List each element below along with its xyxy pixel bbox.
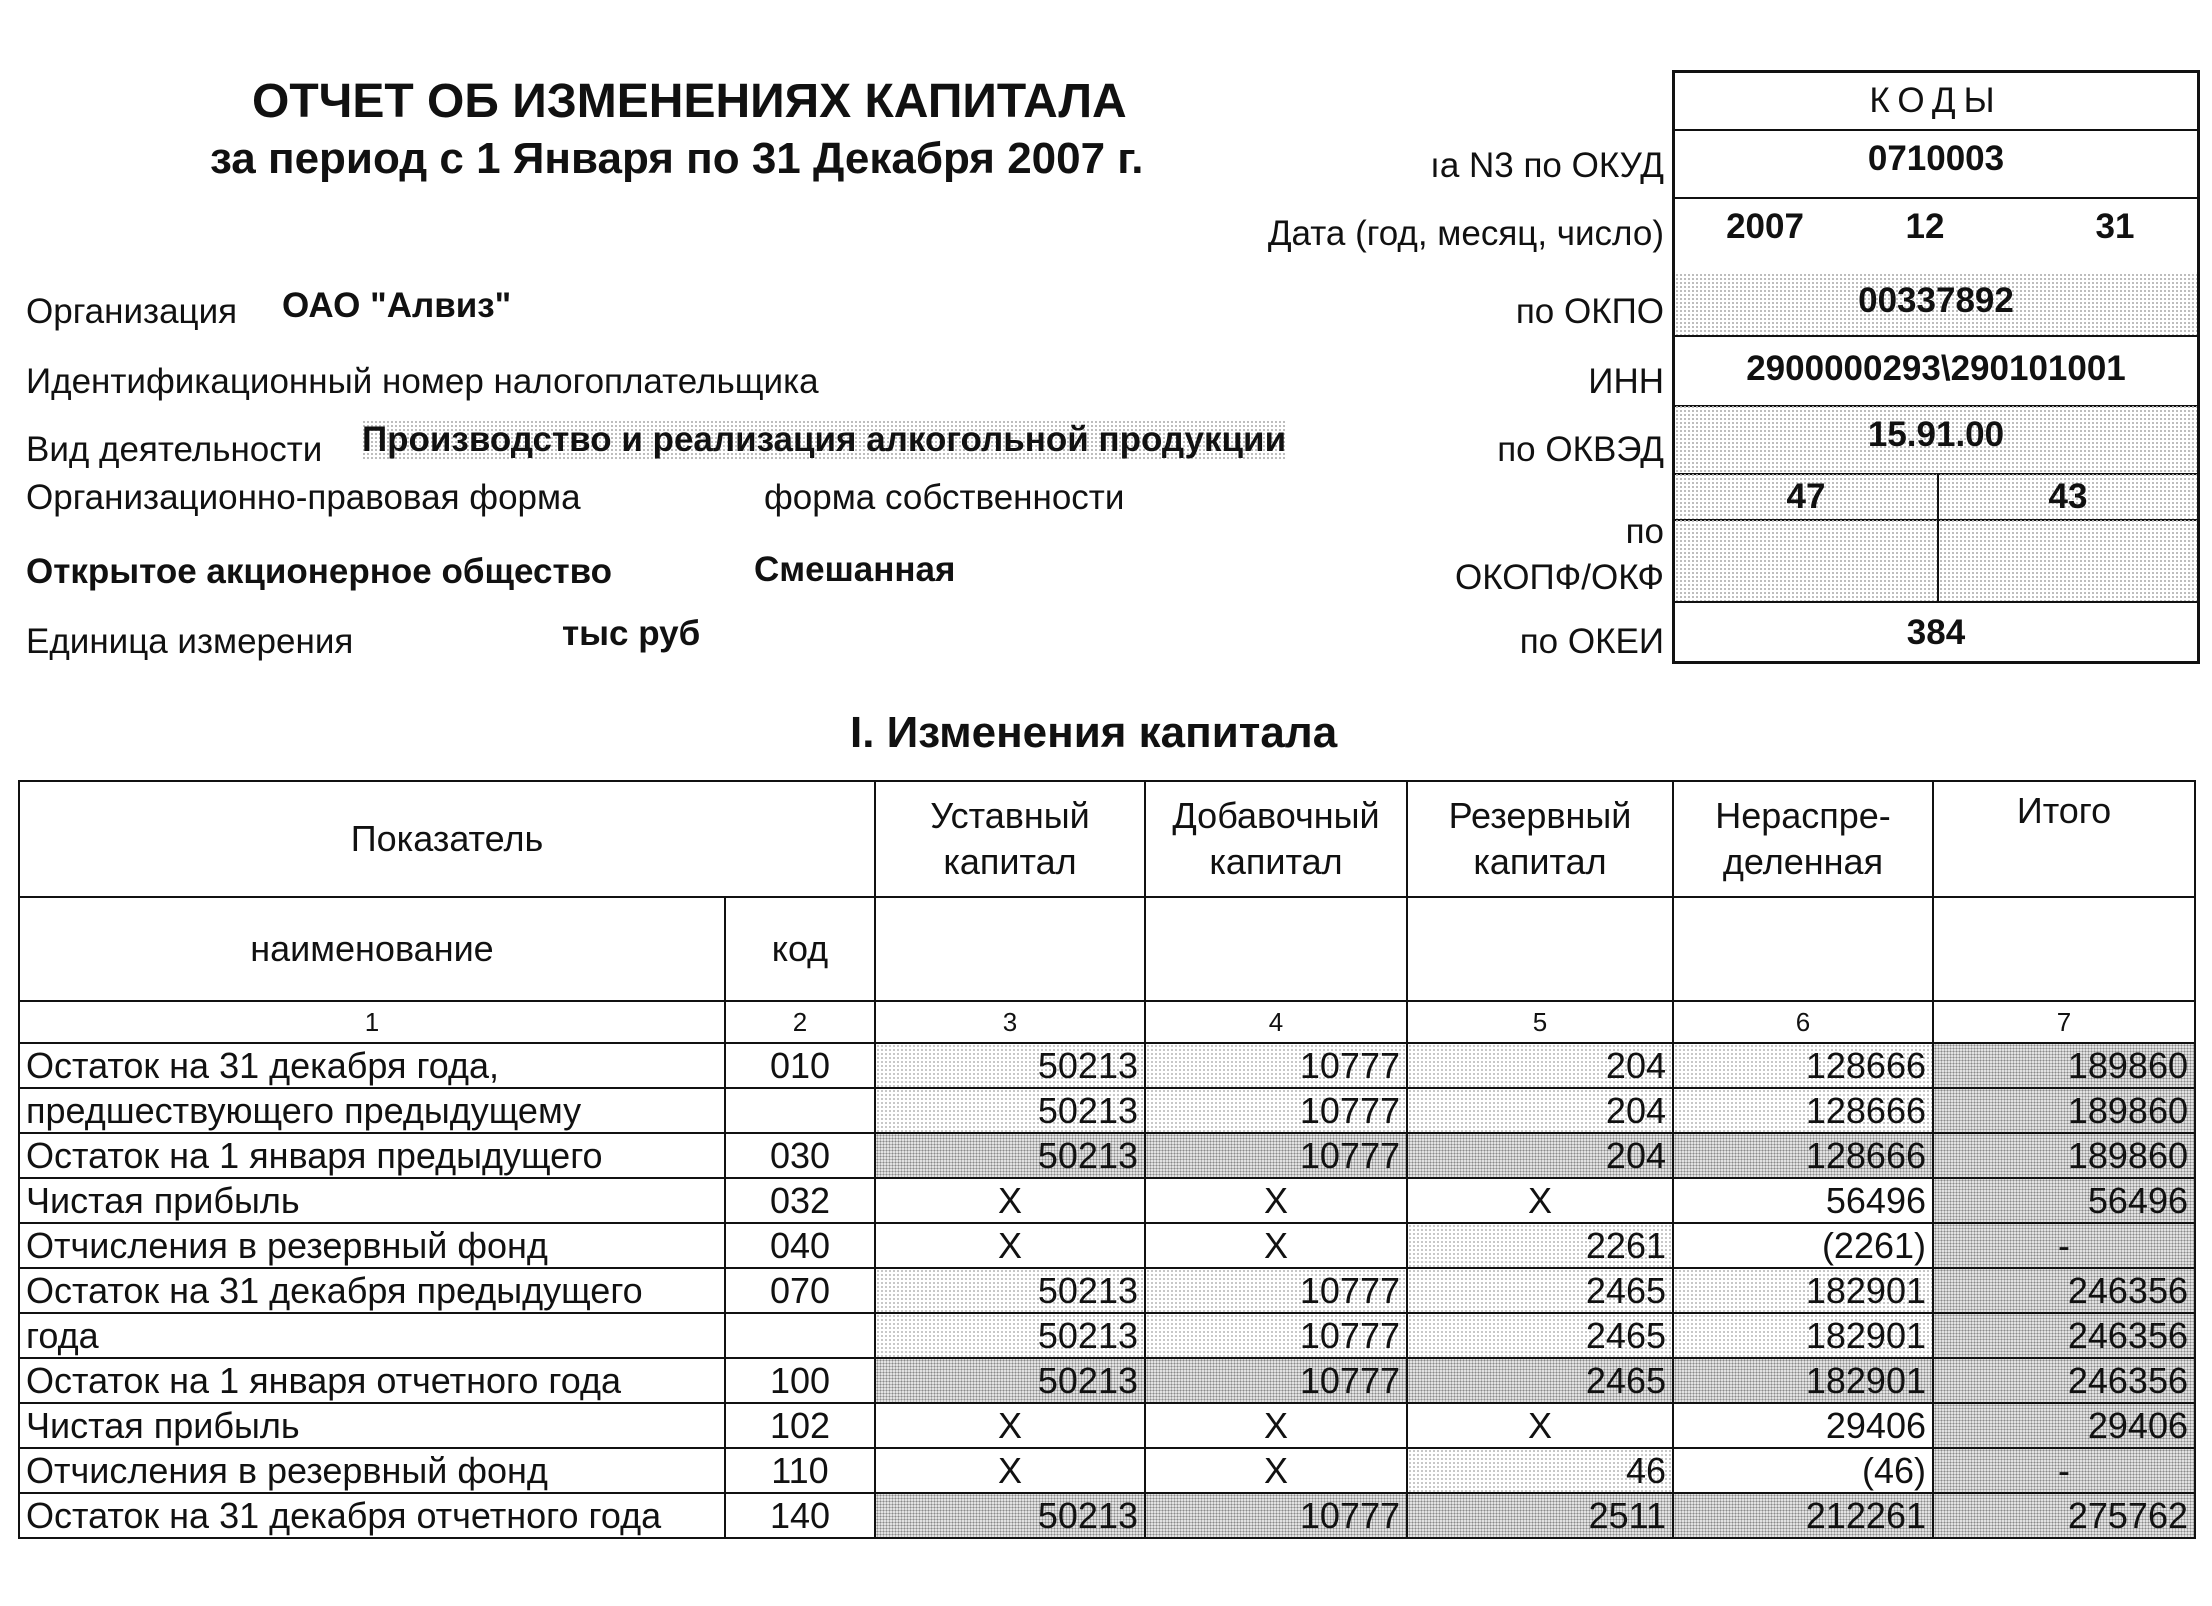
column-numbers-row [19,1001,2195,1043]
row-value-col5: 46 [1407,1448,1673,1493]
inn-label: ИНН [1588,362,1664,401]
header-col-4-line1: Добавочный [1172,795,1380,836]
row-code [725,1313,875,1358]
date-year: 2007 [1726,207,1804,246]
table-row [19,1493,2195,1538]
activity-value: Производство и реализация алкогольной продукции [362,420,1287,459]
row-name: года [19,1313,725,1358]
table-subheader-row [19,897,2195,1001]
okei-row [1675,601,2197,661]
table-row [19,1313,2195,1358]
row-value-col3: X [875,1448,1145,1493]
row-code: 040 [725,1223,875,1268]
okopf-label: ОКОПФ/ОКФ [1455,558,1664,597]
row-value-col3: 50213 [875,1133,1145,1178]
header-indicator: Показатель [19,781,875,897]
row-code [725,1088,875,1133]
table-row [19,1358,2195,1403]
row-name: Остаток на 31 декабря предыдущего [19,1268,725,1313]
okpo-row [1675,273,2197,337]
header-name: наименование [19,897,725,1001]
row-value-col5: 2465 [1407,1313,1673,1358]
row-name: Остаток на 31 декабря года, [19,1043,725,1088]
okud-label: ıа N3 по ОКУД [1430,146,1664,185]
row-code: 070 [725,1268,875,1313]
col-number: 1 [19,1001,725,1043]
row-value-col5: 2465 [1407,1268,1673,1313]
okpo-code: 00337892 [1858,281,2014,320]
header-code: код [725,897,875,1001]
legal-form-value: Открытое акционерное общество [26,552,613,591]
row-value-col4: 10777 [1145,1493,1407,1538]
inn-row [1675,335,2197,407]
header-col-7 [1933,781,2195,897]
row-value-col7: 275762 [1933,1493,2195,1538]
ownership-value: Смешанная [754,550,956,589]
row-value-col7: - [1933,1223,2195,1268]
row-value-col6: 128666 [1673,1088,1933,1133]
row-value-col7: 246356 [1933,1268,2195,1313]
header-col-3 [875,781,1145,897]
row-value-col7: 189860 [1933,1043,2195,1088]
row-name: Чистая прибыль [19,1403,725,1448]
okopf-okfs-row [1675,473,2197,521]
row-code: 030 [725,1133,875,1178]
row-value-col4: X [1145,1223,1407,1268]
row-value-col6: 182901 [1673,1268,1933,1313]
row-value-col4: X [1145,1403,1407,1448]
okei-code: 384 [1906,613,1966,652]
table-row [19,1403,2195,1448]
organization-value: ОАО "Алвиз" [282,286,512,325]
row-value-col4: 10777 [1145,1043,1407,1088]
col-number: 3 [875,1001,1145,1043]
header-col-6 [1673,781,1933,897]
capital-changes-table [18,780,2196,1539]
okopf-code: 47 [1786,477,1826,516]
okud-row [1675,129,2197,199]
header-blank-7 [1933,897,2195,1001]
col-number: 2 [725,1001,875,1043]
row-code: 140 [725,1493,875,1538]
row-value-col7: 246356 [1933,1313,2195,1358]
row-value-col7: 189860 [1933,1088,2195,1133]
row-value-col6: 128666 [1673,1043,1933,1088]
okfs-code: 43 [2048,477,2088,516]
row-value-col6: 182901 [1673,1358,1933,1403]
row-value-col4: 10777 [1145,1313,1407,1358]
col-number: 7 [1933,1001,2195,1043]
okpo-label: по ОКПО [1515,292,1664,331]
row-value-col6: 182901 [1673,1313,1933,1358]
taxpayer-id-label: Идентификационный номер налогоплательщика [26,362,819,401]
okopf-blank-row [1675,519,2197,603]
section-title: I. Изменения капитала [850,708,1338,757]
header-col-3-line2: капитал [943,841,1077,882]
row-value-col3: X [875,1403,1145,1448]
row-code: 102 [725,1403,875,1448]
row-value-col5: 204 [1407,1043,1673,1088]
header-col-4 [1145,781,1407,897]
table-header-row [19,781,2195,897]
row-name: Остаток на 1 января отчетного года [19,1358,725,1403]
row-value-col4: 10777 [1145,1088,1407,1133]
row-value-col3: 50213 [875,1268,1145,1313]
codes-box [1672,70,2200,664]
unit-label: Единица измерения [26,622,354,661]
organization-label: Организация [26,292,238,331]
row-value-col6: 212261 [1673,1493,1933,1538]
okved-row [1675,405,2197,475]
col-number: 5 [1407,1001,1673,1043]
row-value-col4: 10777 [1145,1358,1407,1403]
row-value-col5: 2465 [1407,1358,1673,1403]
row-value-col6: (2261) [1673,1223,1933,1268]
row-value-col7: 56496 [1933,1178,2195,1223]
okopf-po-label: по [1625,512,1664,551]
table-body [19,1043,2195,1538]
row-code: 100 [725,1358,875,1403]
table-row [19,1043,2195,1088]
report-period: за период с 1 Января по 31 Декабря 2007 г. [210,134,1144,183]
table-row [19,1133,2195,1178]
table-row [19,1448,2195,1493]
row-value-col3: 50213 [875,1088,1145,1133]
row-value-col3: 50213 [875,1358,1145,1403]
row-value-col5: 204 [1407,1133,1673,1178]
unit-value: тыс руб [562,614,701,653]
header-blank-5 [1407,897,1673,1001]
row-value-col4: 10777 [1145,1268,1407,1313]
row-name: предшествующего предыдущему [19,1088,725,1133]
table-row [19,1178,2195,1223]
header-blank-3 [875,897,1145,1001]
header-col-6-line2: деленная [1722,841,1884,882]
row-name: Отчисления в резервный фонд [19,1223,725,1268]
col-number: 4 [1145,1001,1407,1043]
header-col-6-line1: Нераспре- [1715,795,1891,836]
row-value-col5: X [1407,1403,1673,1448]
row-value-col3: 50213 [875,1493,1145,1538]
header-col-4-line2: капитал [1209,841,1343,882]
activity-label: Вид деятельности [26,430,323,469]
table-row [19,1223,2195,1268]
header-blank-6 [1673,897,1933,1001]
report-title: ОТЧЕТ ОБ ИЗМЕНЕНИЯХ КАПИТАЛА [252,75,1127,128]
row-value-col7: 189860 [1933,1133,2195,1178]
row-value-col4: 10777 [1145,1133,1407,1178]
header-col-7-line1: Итого [2016,790,2112,831]
okved-label: по ОКВЭД [1497,430,1664,469]
row-value-col6: 29406 [1673,1403,1933,1448]
header-col-3-line1: Уставный [930,795,1090,836]
codes-heading-row [1675,73,2197,131]
header-blank-4 [1145,897,1407,1001]
row-value-col5: 204 [1407,1088,1673,1133]
col-number: 6 [1673,1001,1933,1043]
row-code: 010 [725,1043,875,1088]
row-value-col4: X [1145,1448,1407,1493]
row-value-col5: X [1407,1178,1673,1223]
row-code: 032 [725,1178,875,1223]
date-row [1675,197,2197,273]
table-row [19,1088,2195,1133]
okud-code: 0710003 [1867,139,2005,178]
legal-form-label: Организационно-правовая форма [26,478,581,517]
row-value-col7: 29406 [1933,1403,2195,1448]
header-col-5-line1: Резервный [1448,795,1632,836]
row-value-col3: 50213 [875,1043,1145,1088]
ownership-label: форма собственности [764,478,1125,517]
row-value-col4: X [1145,1178,1407,1223]
codes-heading: КОДЫ [1869,81,2003,120]
okopf-divider [1937,473,1939,601]
table-row [19,1268,2195,1313]
row-value-col5: 2261 [1407,1223,1673,1268]
row-code: 110 [725,1448,875,1493]
row-value-col7: - [1933,1448,2195,1493]
row-value-col7: 246356 [1933,1358,2195,1403]
row-name: Отчисления в резервный фонд [19,1448,725,1493]
header-col-5 [1407,781,1673,897]
okved-code: 15.91.00 [1867,415,2005,454]
row-value-col6: 128666 [1673,1133,1933,1178]
row-value-col6: 56496 [1673,1178,1933,1223]
row-value-col3: X [875,1223,1145,1268]
row-value-col6: (46) [1673,1448,1933,1493]
okei-label: по ОКЕИ [1519,622,1664,661]
date-month: 12 [1905,207,1945,246]
row-name: Остаток на 1 января предыдущего [19,1133,725,1178]
inn-code: 2900000293\290101001 [1746,349,2126,388]
date-label: Дата (год, месяц, число) [1267,214,1664,253]
row-value-col3: X [875,1178,1145,1223]
row-value-col5: 2511 [1407,1493,1673,1538]
row-value-col3: 50213 [875,1313,1145,1358]
row-name: Остаток на 31 декабря отчетного года [19,1493,725,1538]
header-col-5-line2: капитал [1473,841,1607,882]
date-day: 31 [2095,207,2135,246]
row-name: Чистая прибыль [19,1178,725,1223]
